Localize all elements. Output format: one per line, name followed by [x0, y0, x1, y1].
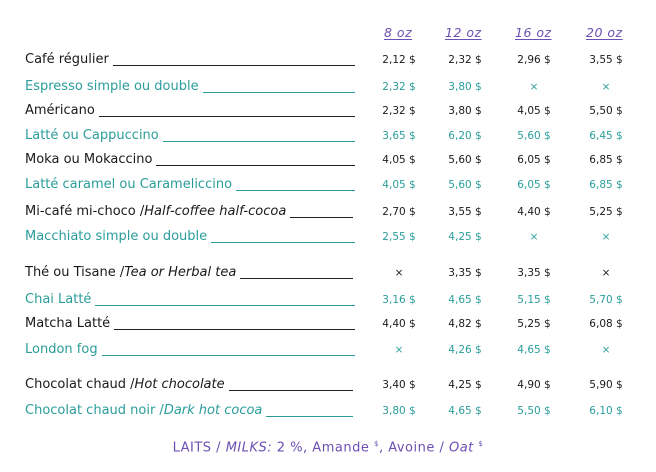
milk-options-text: 2 %, Amande: [272, 440, 374, 456]
price-8oz: 4,05 $: [382, 179, 416, 191]
milk-label-en: MILKS:: [225, 440, 273, 456]
item-name-en: Half-coffee half-cocoa: [144, 204, 287, 219]
price-16oz: 5,50 $: [517, 405, 551, 417]
item-name-fr: Thé ou Tisane /: [25, 265, 125, 280]
item-name: [25, 103, 95, 118]
surcharge-mark: $: [478, 440, 484, 448]
price-16oz: 5,25 $: [517, 318, 551, 330]
leader-line: [163, 141, 355, 142]
leader-line: [266, 416, 353, 417]
item-name: [25, 403, 262, 418]
menu-row: [0, 377, 656, 397]
leader-line: [99, 116, 355, 117]
item-name-en: Tea or Herbal tea: [124, 265, 237, 280]
menu-row: [0, 52, 656, 72]
menu-row: [0, 152, 656, 172]
item-name: [25, 265, 236, 280]
price-16oz: 4,65 $: [517, 344, 551, 356]
item-name: [25, 152, 152, 167]
price-12oz: 3,55 $: [448, 206, 482, 218]
price-20oz: 5,25 $: [589, 206, 623, 218]
price-16oz: 5,15 $: [517, 294, 551, 306]
price-16oz: 4,05 $: [517, 105, 551, 117]
leader-line: [236, 190, 355, 191]
size-header-8oz: 8 oz: [384, 25, 413, 40]
price-12oz: 4,26 $: [448, 344, 482, 356]
price-20oz: ×: [601, 267, 611, 279]
item-name-fr: Chai Latté: [25, 292, 92, 307]
price-12oz: 4,25 $: [448, 379, 482, 391]
price-16oz: 6,05 $: [517, 179, 551, 191]
menu-row: [0, 292, 656, 312]
price-12oz: 6,20 $: [448, 130, 482, 142]
price-16oz: 3,35 $: [517, 267, 551, 279]
price-16oz: 6,05 $: [517, 154, 551, 166]
item-name: [25, 79, 199, 94]
item-name-fr: Café régulier: [25, 52, 109, 67]
price-8oz: 3,65 $: [382, 130, 416, 142]
leader-line: [102, 355, 355, 356]
price-12oz: 4,82 $: [448, 318, 482, 330]
item-name: [25, 229, 207, 244]
price-12oz: 5,60 $: [448, 179, 482, 191]
item-name: [25, 292, 91, 307]
leader-line: [114, 329, 355, 330]
price-16oz: ×: [529, 81, 539, 93]
leader-line: [156, 165, 355, 166]
price-8oz: 4,05 $: [382, 154, 416, 166]
item-name: [25, 342, 98, 357]
price-8oz: 3,80 $: [382, 405, 416, 417]
price-20oz: 5,70 $: [589, 294, 623, 306]
item-name-fr: Chocolat chaud noir /: [25, 403, 164, 418]
menu-row: [0, 229, 656, 249]
leader-line: [95, 305, 355, 306]
menu-row: [0, 342, 656, 362]
leader-line: [240, 278, 353, 279]
menu-row: [0, 316, 656, 336]
item-name-fr: Espresso simple ou double: [25, 79, 199, 94]
item-name: [25, 377, 225, 392]
price-12oz: 4,25 $: [448, 231, 482, 243]
menu-row: [0, 177, 656, 197]
item-name-fr: Moka ou Mokaccino: [25, 152, 153, 167]
price-8oz: 2,12 $: [382, 54, 416, 66]
leader-line: [113, 65, 355, 66]
surcharge-mark: $: [373, 440, 379, 448]
menu-row: [0, 265, 656, 285]
price-12oz: 3,80 $: [448, 81, 482, 93]
price-8oz: 3,40 $: [382, 379, 416, 391]
price-12oz: 4,65 $: [448, 405, 482, 417]
price-8oz: ×: [394, 267, 404, 279]
item-name: [25, 204, 286, 219]
price-12oz: 3,80 $: [448, 105, 482, 117]
milk-label-fr: LAITS /: [172, 440, 226, 456]
price-8oz: 4,40 $: [382, 318, 416, 330]
item-name: [25, 52, 109, 67]
price-16oz: 5,60 $: [517, 130, 551, 142]
price-8oz: 2,55 $: [382, 231, 416, 243]
price-20oz: ×: [601, 81, 611, 93]
leader-line: [203, 92, 355, 93]
item-name: [25, 128, 159, 143]
oat-label: Oat: [448, 440, 479, 456]
price-20oz: 5,50 $: [589, 105, 623, 117]
price-12oz: 2,32 $: [448, 54, 482, 66]
price-8oz: ×: [394, 344, 404, 356]
price-8oz: 2,32 $: [382, 105, 416, 117]
leader-line: [229, 390, 353, 391]
item-name-fr: Chocolat chaud /: [25, 377, 135, 392]
menu-row: [0, 79, 656, 99]
price-20oz: 6,08 $: [589, 318, 623, 330]
leader-line: [211, 242, 355, 243]
item-name-fr: Mi-café mi-choco /: [25, 204, 145, 219]
price-20oz: 6,85 $: [589, 154, 623, 166]
price-12oz: 5,60 $: [448, 154, 482, 166]
price-8oz: 2,70 $: [382, 206, 416, 218]
leader-line: [290, 217, 353, 218]
item-name-fr: Américano: [25, 103, 95, 118]
size-header-12oz: 12 oz: [445, 25, 482, 40]
price-20oz: 5,90 $: [589, 379, 623, 391]
milk-options-text-2: , Avoine /: [378, 440, 449, 456]
price-8oz: 3,16 $: [382, 294, 416, 306]
price-12oz: 4,65 $: [448, 294, 482, 306]
item-name: [25, 177, 232, 192]
item-name-fr: London fog: [25, 342, 98, 357]
item-name-en: Dark hot cocoa: [163, 403, 263, 418]
item-name-fr: Latté caramel ou Carameliccino: [25, 177, 233, 192]
price-16oz: 2,96 $: [517, 54, 551, 66]
menu-row: [0, 403, 656, 423]
price-16oz: 4,90 $: [517, 379, 551, 391]
price-8oz: 2,32 $: [382, 81, 416, 93]
price-16oz: ×: [529, 231, 539, 243]
size-header-16oz: 16 oz: [515, 25, 552, 40]
price-16oz: 4,40 $: [517, 206, 551, 218]
menu-row: [0, 128, 656, 148]
item-name-en: Hot chocolate: [134, 377, 225, 392]
price-20oz: 6,45 $: [589, 130, 623, 142]
menu-row: [0, 204, 656, 224]
item-name-fr: Macchiato simple ou double: [25, 229, 208, 244]
price-12oz: 3,35 $: [448, 267, 482, 279]
milk-options: [0, 440, 656, 455]
item-name-fr: Matcha Latté: [25, 316, 111, 331]
price-20oz: ×: [601, 344, 611, 356]
item-name: [25, 316, 110, 331]
price-20oz: ×: [601, 231, 611, 243]
price-20oz: 3,55 $: [589, 54, 623, 66]
size-header-20oz: 20 oz: [586, 25, 623, 40]
price-20oz: 6,85 $: [589, 179, 623, 191]
price-20oz: 6,10 $: [589, 405, 623, 417]
item-name-fr: Latté ou Cappuccino: [25, 128, 159, 143]
menu-row: [0, 103, 656, 123]
